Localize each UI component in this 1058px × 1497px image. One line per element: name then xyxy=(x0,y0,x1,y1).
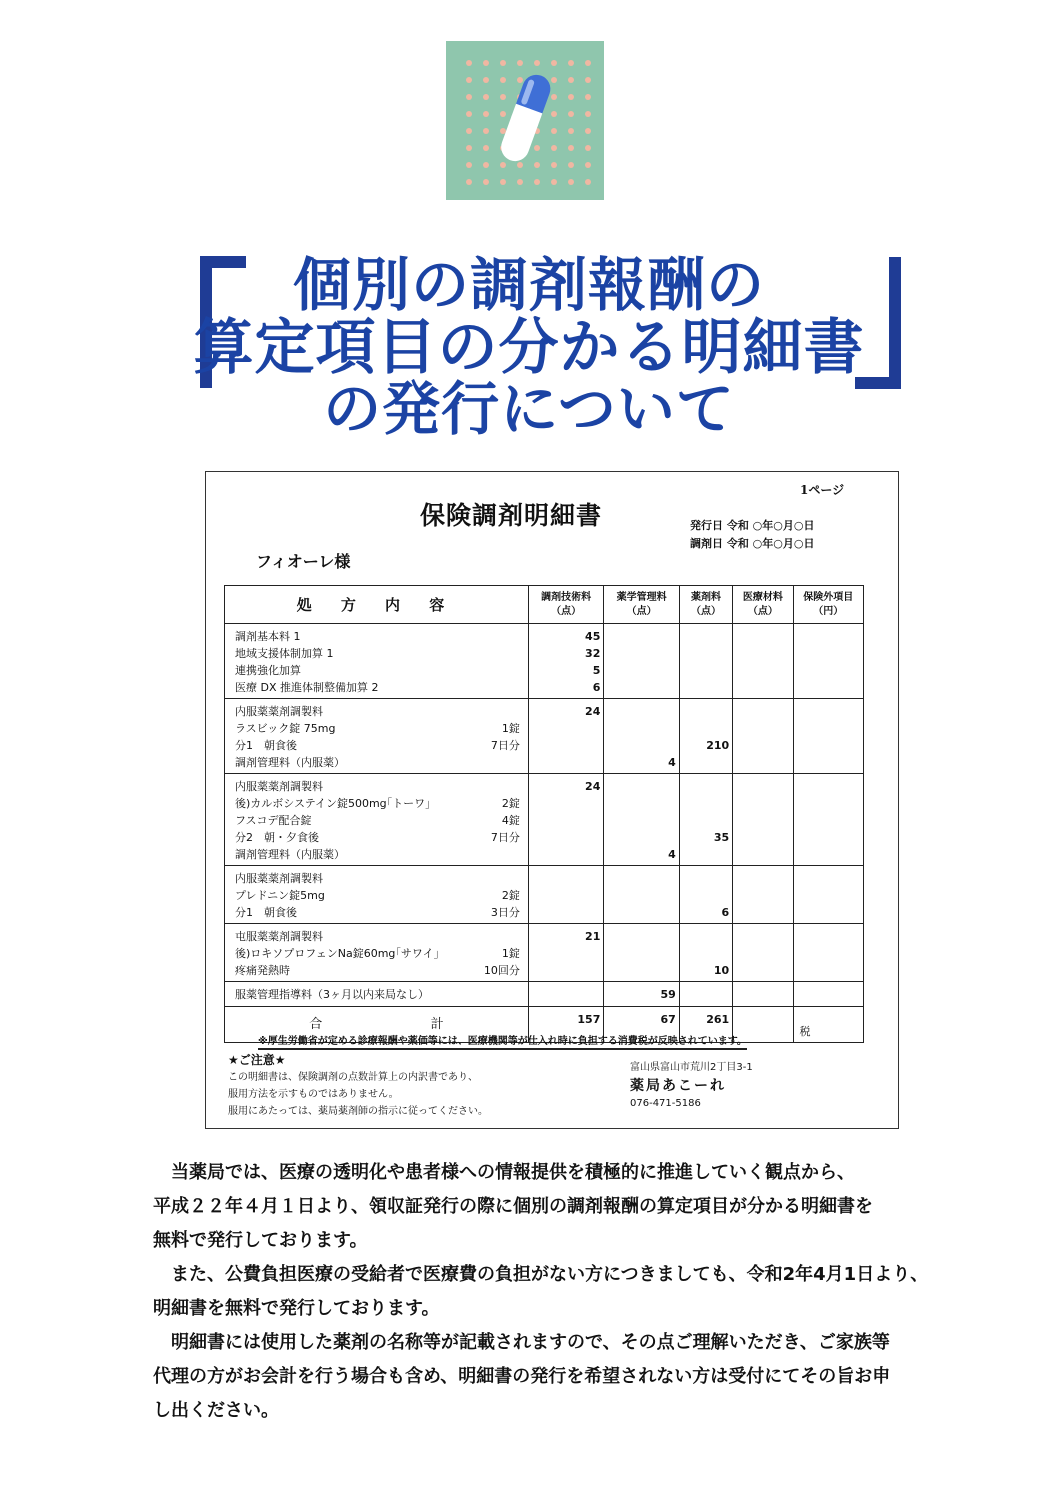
logo-dot xyxy=(585,128,591,134)
value: 6 xyxy=(592,681,601,694)
drug-cell xyxy=(679,982,732,1007)
item-line xyxy=(235,928,520,945)
body-line: また、公費負担医療の受給者で医療費の負担がない方につきましても、令和2年4月1日より、 xyxy=(153,1264,929,1285)
col-header-label: 保険外項目 xyxy=(803,591,854,603)
item-name: 内服薬薬剤調製料 xyxy=(235,780,323,793)
extra-cell xyxy=(793,624,863,699)
table-row xyxy=(225,924,864,982)
extra-cell xyxy=(793,774,863,866)
item-cell xyxy=(225,924,529,982)
item-line xyxy=(235,812,520,829)
item-line: 医療 DX 推進体制整備加算 2 xyxy=(235,681,379,694)
title-line-2: 算定項目の分かる明細書 xyxy=(193,313,865,383)
item-line: 連携強化加算 xyxy=(235,664,301,677)
body-line: 当薬局では、医療の透明化や患者様への情報提供を積極的に推進していく観点から、 xyxy=(153,1162,855,1183)
tech-cell xyxy=(528,924,603,982)
logo-dot xyxy=(551,60,557,66)
drug-cell xyxy=(679,924,732,982)
drug-cell xyxy=(679,624,732,699)
receipt-dates xyxy=(690,517,814,553)
mgmt-cell xyxy=(604,866,679,924)
item-name: ラスビック錠 75mg xyxy=(235,722,336,735)
col-header-label: 薬学管理料 xyxy=(616,591,667,603)
capsule-icon xyxy=(470,68,580,178)
item-name: 分2 朝・夕食後 xyxy=(235,831,319,844)
item-qty: 2錠 xyxy=(501,889,520,902)
col-header-unit: （円） xyxy=(813,605,844,617)
logo-dot xyxy=(568,60,574,66)
item-name: フスコデ配合錠 xyxy=(235,814,312,827)
tech-cell xyxy=(528,774,603,866)
notice-line: 服用にあたっては、薬局薬剤師の指示に従ってください。 xyxy=(228,1106,488,1117)
value: 4 xyxy=(668,848,676,861)
item-line xyxy=(235,737,520,754)
drug-cell xyxy=(679,774,732,866)
extra-cell xyxy=(793,699,863,774)
mgmt-cell xyxy=(604,699,679,774)
item-line xyxy=(235,795,520,812)
item-name: 分1 朝食後 xyxy=(235,739,297,752)
value: 32 xyxy=(585,647,601,660)
material-cell xyxy=(733,982,793,1007)
sample-receipt xyxy=(205,471,899,1129)
logo-dot xyxy=(585,94,591,100)
dispense-date: 調剤日 令和 ○年○月○日 xyxy=(690,537,815,550)
value: 24 xyxy=(585,705,601,718)
drug-cell xyxy=(679,699,732,774)
value: 157 xyxy=(577,1013,601,1026)
table-header-row xyxy=(225,586,864,624)
body-line: 明細書を無料で発行しております。 xyxy=(153,1298,440,1319)
item-name: 内服薬薬剤調製料 xyxy=(235,705,323,718)
item-qty: 3日分 xyxy=(490,906,520,919)
body-text xyxy=(153,1156,983,1428)
value: 21 xyxy=(585,930,601,943)
item-name: 内服薬薬剤調製料 xyxy=(235,872,323,885)
logo-dot xyxy=(483,179,489,185)
item-name: 分1 朝食後 xyxy=(235,906,297,919)
item-name: 後)カルボシステイン錠500mg｢トーワ｣ xyxy=(235,797,431,810)
logo-dot xyxy=(585,77,591,83)
item-name: 後)ロキソプロフェンNa錠60mg｢サワイ｣ xyxy=(235,947,440,960)
body-line: し出ください。 xyxy=(153,1400,279,1421)
item-name: プレドニン錠5mg xyxy=(235,889,325,902)
notice-block xyxy=(228,1052,488,1120)
col-header-mgmt xyxy=(604,586,679,624)
value: 35 xyxy=(713,831,730,844)
col-header-tech xyxy=(528,586,603,624)
col-header-label: 薬剤料 xyxy=(690,591,721,603)
value: 59 xyxy=(660,988,676,1001)
item-cell xyxy=(225,624,529,699)
logo-dot xyxy=(568,179,574,185)
item-line xyxy=(235,945,520,962)
item-cell xyxy=(225,774,529,866)
value: 5 xyxy=(592,664,601,677)
material-cell xyxy=(733,866,793,924)
mgmt-cell xyxy=(604,774,679,866)
logo-dot xyxy=(466,60,472,66)
mgmt-cell xyxy=(604,982,679,1007)
col-header-label: 医療材料 xyxy=(742,591,783,603)
receipt-heading: 保険調剤明細書 xyxy=(420,501,603,530)
table-row xyxy=(225,624,864,699)
tech-cell xyxy=(528,866,603,924)
value: 6 xyxy=(721,906,730,919)
logo-dot xyxy=(585,179,591,185)
pharmacy-phone: 076-471-5186 xyxy=(630,1098,701,1109)
total-label-a: 合 xyxy=(309,1017,323,1032)
item-name: 調剤管理料（内服薬） xyxy=(235,848,345,861)
logo-dot xyxy=(585,162,591,168)
item-line xyxy=(235,720,520,737)
pharmacy-info xyxy=(630,1059,753,1113)
col-header-unit: （点） xyxy=(690,605,721,617)
tech-cell xyxy=(528,982,603,1007)
page-number: 1ページ xyxy=(800,483,845,497)
item-line xyxy=(235,778,520,795)
logo-dot xyxy=(551,179,557,185)
col-header-extra xyxy=(793,586,863,624)
item-qty: 4錠 xyxy=(501,814,520,827)
notice-line: この明細書は、保険調剤の点数計算上の内訳書であり、 xyxy=(228,1072,478,1083)
tech-cell xyxy=(528,624,603,699)
item-qty: 7日分 xyxy=(490,739,520,752)
material-cell xyxy=(733,924,793,982)
notice-line: 服用方法を示すものではありません。 xyxy=(228,1089,399,1100)
mgmt-cell xyxy=(604,924,679,982)
item-line xyxy=(235,962,520,979)
item-line xyxy=(235,904,520,921)
col-header-unit: （点） xyxy=(551,605,582,617)
total-tax: 税 xyxy=(793,1007,863,1043)
notice-heading: ★ご注意★ xyxy=(228,1053,286,1067)
col-header-drug xyxy=(679,586,732,624)
col-header-unit: （点） xyxy=(626,605,657,617)
logo-dot xyxy=(534,60,540,66)
drug-cell xyxy=(679,866,732,924)
logo-dot xyxy=(517,179,523,185)
tech-cell xyxy=(528,699,603,774)
value: 4 xyxy=(668,756,676,769)
logo-dot xyxy=(534,179,540,185)
material-cell xyxy=(733,699,793,774)
pharmacy-logo xyxy=(446,41,604,200)
table-row xyxy=(225,982,864,1007)
extra-cell xyxy=(793,982,863,1007)
item-name: 調剤管理料（内服薬） xyxy=(235,756,345,769)
col-header-label: 調剤技術料 xyxy=(541,591,592,603)
table-row xyxy=(225,699,864,774)
value: 24 xyxy=(585,780,601,793)
item-name: 屯服薬薬剤調製料 xyxy=(235,930,323,943)
logo-dot xyxy=(585,60,591,66)
item-qty: 2錠 xyxy=(501,797,520,810)
value: 45 xyxy=(585,630,601,643)
body-line: 平成２２年４月１日より、領収証発行の際に個別の調剤報酬の算定項目が分かる明細書を xyxy=(153,1196,873,1217)
value: 67 xyxy=(660,1013,676,1026)
item-line: 調剤基本料 1 xyxy=(235,630,301,643)
value: 210 xyxy=(706,739,730,752)
item-qty: 1錠 xyxy=(501,722,520,735)
value: 10 xyxy=(713,964,730,977)
extra-cell xyxy=(793,866,863,924)
item-qty: 10回分 xyxy=(483,964,520,977)
logo-dot xyxy=(500,60,506,66)
item-cell xyxy=(225,866,529,924)
extra-cell xyxy=(793,924,863,982)
item-line xyxy=(235,703,520,720)
logo-dot xyxy=(585,111,591,117)
item-qty: 7日分 xyxy=(490,831,520,844)
logo-dot xyxy=(517,60,523,66)
material-cell xyxy=(733,624,793,699)
guidance-label: 服薬管理指導料（3ヶ月以内来局なし） xyxy=(225,982,529,1007)
item-cell xyxy=(225,699,529,774)
table-row xyxy=(225,774,864,866)
title-line-3: の発行について xyxy=(323,375,735,443)
item-name: 疼痛発熱時 xyxy=(235,964,290,977)
pharmacy-address: 富山県富山市荒川2丁目3-1 xyxy=(630,1062,753,1073)
tax-footnote: ※厚生労働省が定める診療報酬や薬価等には、医療機関等が仕入れ時に負担する消費税が反映されています。 xyxy=(258,1032,747,1050)
issue-date: 発行日 令和 ○年○月○日 xyxy=(690,519,815,532)
mgmt-cell xyxy=(604,624,679,699)
total-label-b: 計 xyxy=(430,1017,444,1032)
value: 261 xyxy=(706,1013,730,1026)
body-line: 無料で発行しております。 xyxy=(153,1230,368,1251)
item-line xyxy=(235,887,520,904)
prescription-table xyxy=(224,585,864,1043)
table-row xyxy=(225,866,864,924)
logo-dot xyxy=(500,179,506,185)
material-cell xyxy=(733,774,793,866)
pharmacy-name: 薬局あこーれ xyxy=(630,1078,726,1094)
item-line: 地域支援体制加算 1 xyxy=(235,647,334,660)
patient-name: フィオーレ様 xyxy=(256,552,351,571)
col-header-content: 処 方 内 容 xyxy=(225,586,529,624)
logo-dot xyxy=(483,60,489,66)
item-qty: 1錠 xyxy=(501,947,520,960)
item-line xyxy=(235,829,520,846)
item-line xyxy=(235,870,520,887)
item-line xyxy=(235,846,520,863)
item-line xyxy=(235,754,520,771)
col-header-unit: （点） xyxy=(747,605,778,617)
logo-dot xyxy=(466,179,472,185)
title-line-1: 個別の調剤報酬の xyxy=(292,251,765,319)
col-header-material xyxy=(733,586,793,624)
logo-dot xyxy=(585,145,591,151)
body-line: 明細書には使用した薬剤の名称等が記載されますので、その点ご理解いただき、ご家族等 xyxy=(153,1332,890,1353)
body-line: 代理の方がお会計を行う場合も含め、明細書の発行を希望されない方は受付にてその旨お申 xyxy=(153,1366,891,1387)
